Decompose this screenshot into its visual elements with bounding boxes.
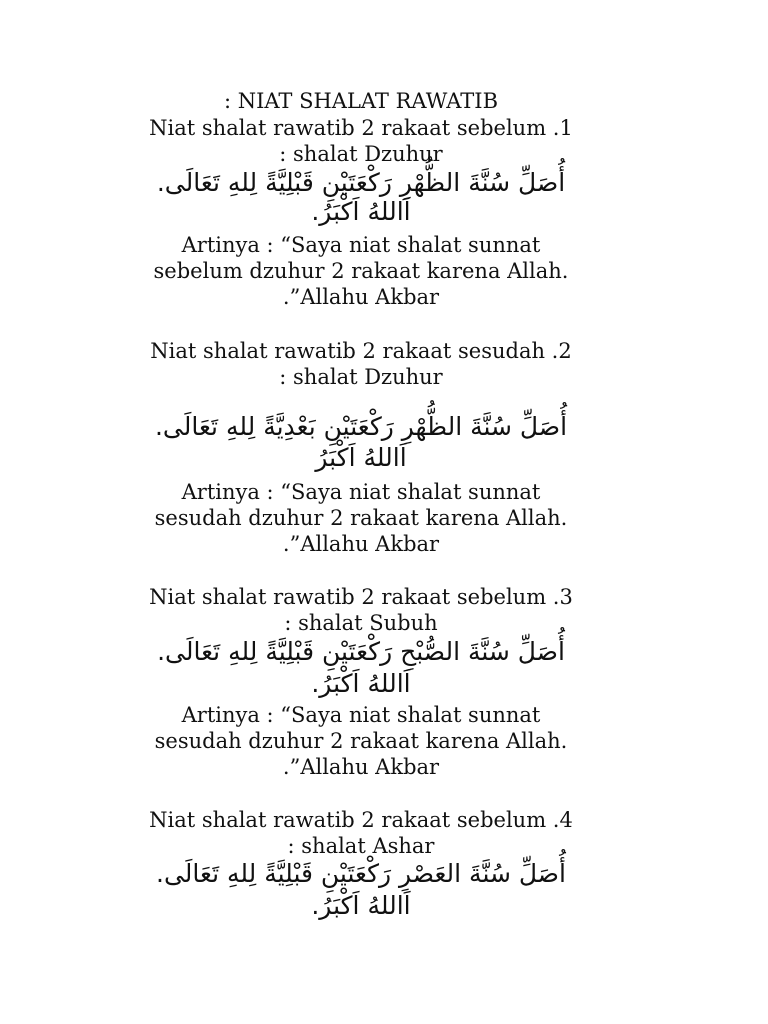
section-2-heading-line-1: Niat shalat rawatib 2 rakaat sesudah .2 xyxy=(150,339,572,363)
section-3-meaning-line-3: .”Allahu Akbar xyxy=(282,755,440,779)
section-2-meaning-line-2: sesudah dzuhur 2 rakaat karena Allah. xyxy=(154,506,568,530)
section-4-heading-line-2: : shalat Ashar xyxy=(287,834,435,858)
section-2-arabic-line-2: اَاللهُ اَكْبَرُ xyxy=(315,443,407,472)
section-3-arabic-line-1: أُصَلِّ سُنَّةَ الصُّبْحِ رَكْعَتَيْنِ قَبْلِيَّةً لِلهِ تَعَالَى. xyxy=(157,637,565,666)
section-4-arabic-line-1: أُصَلِّ سُنَّةَ العَصْرِ رَكْعَتَيْنِ قَبْلِيَّةً لِلهِ تَعَالَى. xyxy=(156,859,566,888)
section-1-meaning-line-2: sebelum dzuhur 2 rakaat karena Allah. xyxy=(153,259,569,283)
section-4-arabic-line-2: اَاللهُ اَكْبَرُ. xyxy=(311,891,411,920)
section-1-arabic-line-2: اَاللهُ اَكْبَرُ. xyxy=(311,197,411,226)
section-1-heading-line-2: : shalat Dzuhur xyxy=(279,142,443,166)
section-3-arabic-line-2: اَاللهُ اَكْبَرُ. xyxy=(311,669,411,698)
section-3-heading-line-2: : shalat Subuh xyxy=(284,611,438,635)
section-3-meaning-line-1: Artinya : “Saya niat shalat sunnat xyxy=(181,703,541,727)
section-1-meaning-line-3: .”Allahu Akbar xyxy=(282,285,440,309)
section-3-meaning-line-2: sesudah dzuhur 2 rakaat karena Allah. xyxy=(154,729,568,753)
section-2-heading-line-2: : shalat Dzuhur xyxy=(279,365,443,389)
section-2-arabic-line-1: أُصَلِّ سُنَّةَ الظُّهْرِ رَكْعَتَيْنِ بَعْدِيَّةً لِلهِ تَعَالَى. xyxy=(154,412,568,441)
section-3-heading-line-1: Niat shalat rawatib 2 rakaat sebelum .3 xyxy=(149,585,573,609)
section-1-meaning-line-1: Artinya : “Saya niat shalat sunnat xyxy=(181,233,541,257)
document-title: : NIAT SHALAT RAWATIB xyxy=(223,89,499,113)
section-1-arabic-line-1: أُصَلِّ سُنَّةَ الظُّهْرِ رَكْعَتَيْنِ قَبْلِيَّةً لِلهِ تَعَالَى. xyxy=(156,168,566,197)
section-2-meaning-line-3: .”Allahu Akbar xyxy=(282,532,440,556)
section-4-heading-line-1: Niat shalat rawatib 2 rakaat sebelum .4 xyxy=(149,808,573,832)
section-2-meaning-line-1: Artinya : “Saya niat shalat sunnat xyxy=(181,480,541,504)
section-1-heading-line-1: Niat shalat rawatib 2 rakaat sebelum .1 xyxy=(149,116,573,140)
